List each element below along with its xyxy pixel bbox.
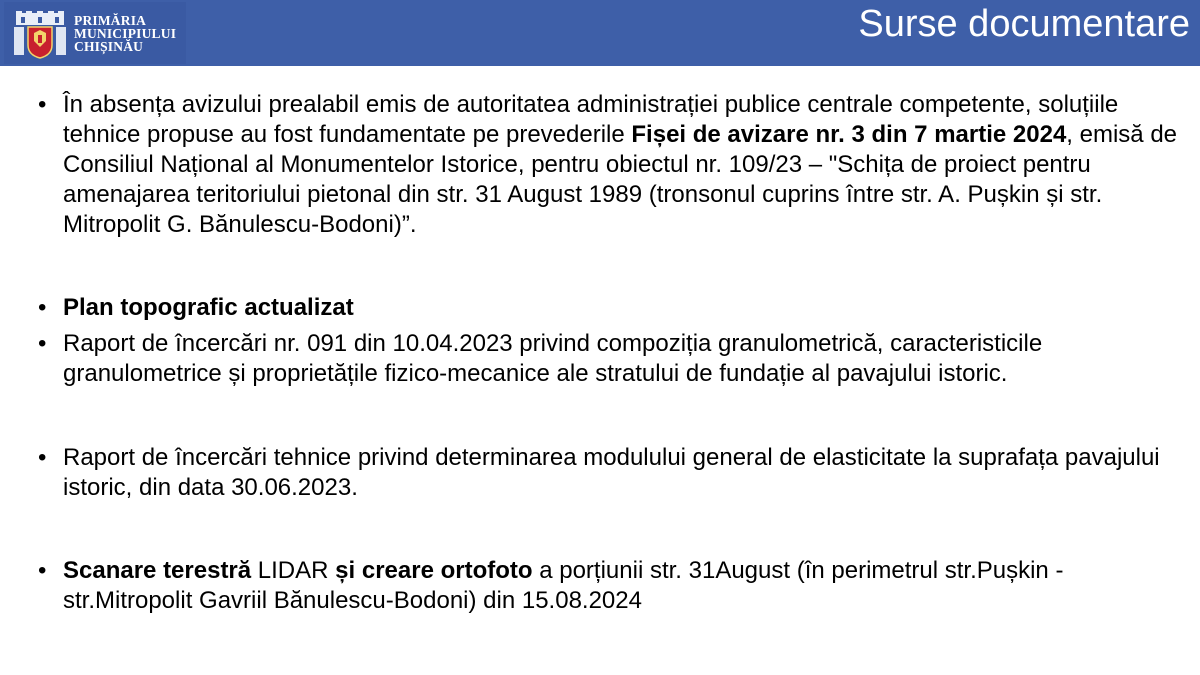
city-hall-logo[interactable] bbox=[4, 2, 186, 64]
bullet-bold-text: Plan topografic actualizat bbox=[63, 294, 354, 321]
bullet-item bbox=[38, 293, 1188, 323]
logo-line-3: CHIȘINĂU bbox=[74, 39, 144, 54]
bullet-list bbox=[38, 90, 1188, 616]
logo-line-2: MUNICIPIULUI bbox=[74, 26, 177, 41]
bullet-text: a porțiunii str. 31August (în perimetrul str.Pușkin - str.Mitropolit Gavriil Bănulescu-Bodoni) din 15.08.2024 bbox=[63, 557, 1064, 614]
bullet-text: În absența avizului prealabil emis de autoritatea administrației publice centrale competente, soluțiile tehnice propuse au fost fundamentate pe prevederile bbox=[63, 91, 1119, 148]
logo-line-1: PRIMĂRIA bbox=[74, 13, 147, 28]
header-bar bbox=[0, 0, 1200, 66]
bullet-text: Raport de încercări nr. 091 din 10.04.2023 privind compoziția granulometrică, caracteristicile granulometrice și proprietățile fizico-mecanice ale stratului de fundație al pavajului istoric. bbox=[63, 330, 1043, 387]
bullet-text: , emisă de Consiliul Național al Monumentelor Istorice, pentru obiectul nr. 109/23 – "Schița de proiect pentru amenajarea teritoriului pietonal din str. 31 August 1989 (tronsonul cuprins între str. A. Pușkin și str. Mitropolit G. Bănulescu-Bodoni)”. bbox=[63, 121, 1178, 238]
bullet-item bbox=[38, 443, 1188, 503]
bullet-bold-text: și creare ortofoto bbox=[335, 557, 533, 584]
logo-wordmark bbox=[74, 14, 176, 53]
bullet-text: Raport de încercări tehnice privind determinarea modulului general de elasticitate la suprafața pavajului istoric, din data 30.06.2023. bbox=[63, 444, 1160, 501]
bullet-item bbox=[38, 329, 1188, 389]
page-title: Surse documentare bbox=[858, 3, 1190, 45]
bullet-bold-text: Scanare terestră bbox=[63, 557, 252, 584]
bullet-text: LIDAR bbox=[251, 557, 336, 584]
bullet-item bbox=[38, 90, 1188, 240]
coat-of-arms-icon bbox=[12, 11, 68, 59]
bullet-item bbox=[38, 556, 1188, 616]
bullet-bold-text: Fișei de avizare nr. 3 din 7 martie 2024 bbox=[631, 121, 1067, 148]
